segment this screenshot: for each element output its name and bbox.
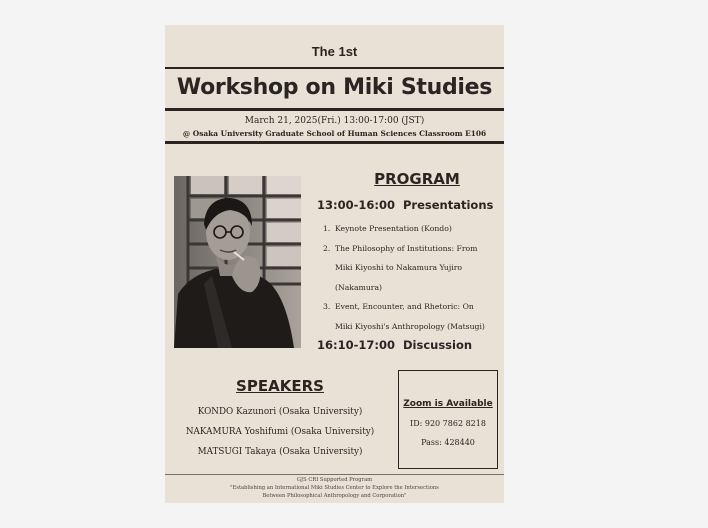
program-item-2-cont: (Nakamura) xyxy=(335,282,383,292)
program-item-1 xyxy=(323,219,503,239)
item-number: 2. xyxy=(323,243,331,253)
zoom-info-box xyxy=(398,370,498,469)
program-item-3 xyxy=(323,297,503,317)
zoom-id: ID: 920 7862 8218 xyxy=(410,419,486,428)
speaker-item: NAKAMURA Yoshifumi (Osaka University) xyxy=(185,427,375,437)
portrait-illustration xyxy=(174,176,301,348)
footer-line-1: GJS CRI Supported Program xyxy=(296,477,373,483)
item-number: 1. xyxy=(323,224,331,233)
venue: @ Osaka University Graduate School of Human Sciences Classroom E106 xyxy=(182,129,487,138)
portrait-photo xyxy=(174,176,301,348)
program-item-3-cont: Miki Kiyoshi's Anthropology (Matsugi) xyxy=(335,321,485,331)
item-number: 3. xyxy=(323,302,331,311)
item-text: Event, Encounter, and Rhetoric: On xyxy=(335,302,474,311)
zoom-title: Zoom is Available xyxy=(403,399,493,409)
top-rule xyxy=(165,67,504,69)
session-time: 13:00-16:00 xyxy=(317,198,395,212)
footer-line-2: "Establishing an International Miki Studies Center to Explore the Intersections xyxy=(230,485,439,491)
workshop-poster xyxy=(165,25,504,503)
session-time: 16:10-17:00 xyxy=(317,338,395,352)
session-label: Presentations xyxy=(403,198,494,212)
program-item-2 xyxy=(323,239,503,259)
footer-line-3: Between Philosophical Anthropology and Corporation" xyxy=(262,493,407,499)
session-label: Discussion xyxy=(403,338,473,352)
title-rule-thick xyxy=(165,108,504,111)
program-heading: PROGRAM xyxy=(374,170,460,188)
speaker-item: KONDO Kazunori (Osaka University) xyxy=(197,407,363,417)
session-presentations xyxy=(317,198,493,212)
poster-title: Workshop on Miki Studies xyxy=(176,75,493,100)
item-text: Keynote Presentation (Kondo) xyxy=(335,224,452,233)
program-list xyxy=(323,219,503,336)
session-discussion xyxy=(317,338,472,352)
date-time: March 21, 2025(Fri.) 13:00-17:00 (JST) xyxy=(244,116,425,126)
venue-rule xyxy=(165,141,504,144)
edition-label: The 1st xyxy=(311,44,358,59)
zoom-pass: Pass: 428440 xyxy=(421,438,475,447)
footer-rule xyxy=(165,474,504,475)
speaker-item: MATSUGI Takaya (Osaka University) xyxy=(197,447,363,457)
speakers-heading: SPEAKERS xyxy=(236,377,324,395)
item-text: The Philosophy of Institutions: From xyxy=(335,243,478,253)
program-item-2-cont: Miki Kiyoshi to Nakamura Yujiro xyxy=(335,263,463,272)
